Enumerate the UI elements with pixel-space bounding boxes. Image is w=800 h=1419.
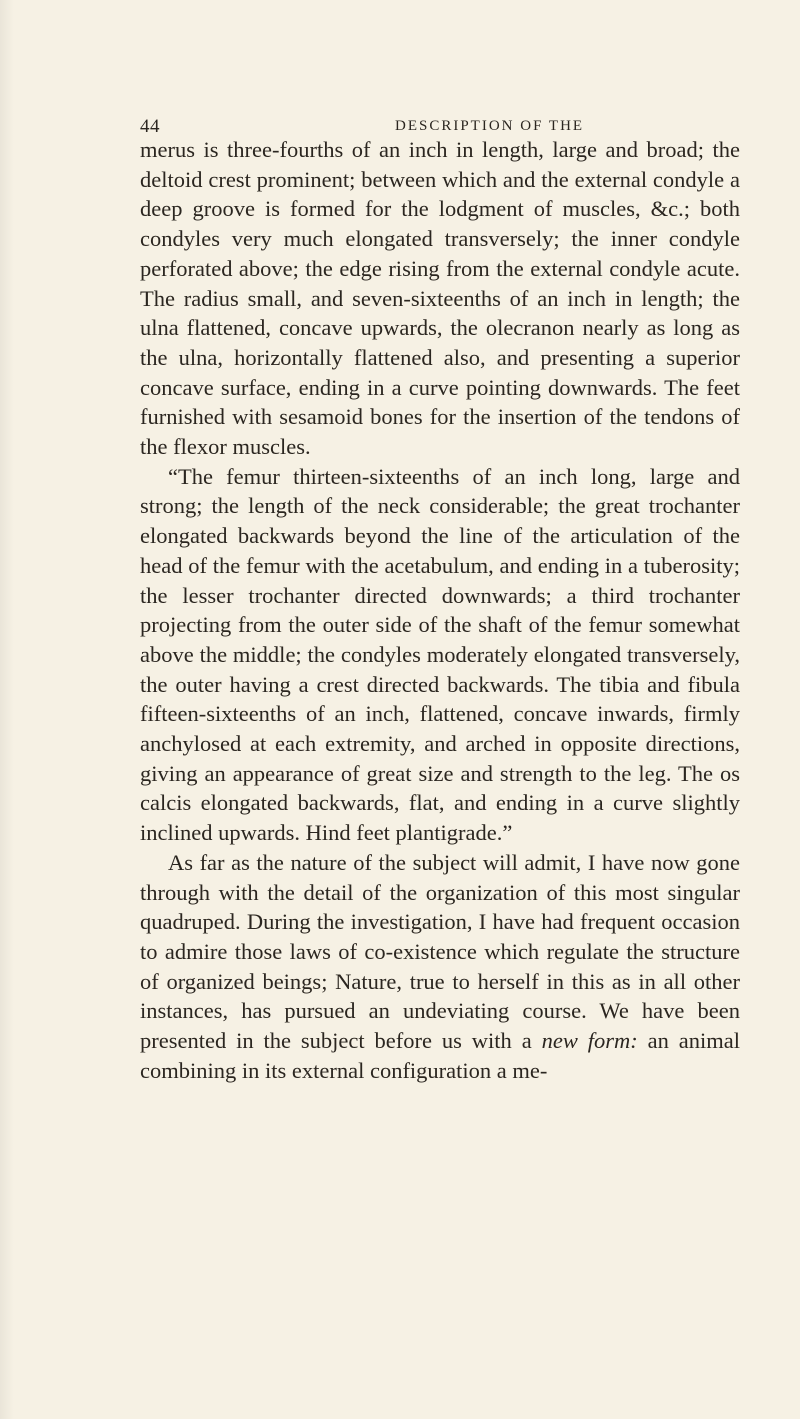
paragraph-femur-quote: “The femur thirteen-sixteenths of an inch long, large and strong; the length of the neck considerable; the great trochanter elongated backwards beyond the line of the articulation of the head of the femur with the acetabulum, and ending in a tuberosity; the lesser trochanter directed downwards; a third trochanter projecting from the outer side of the shaft of the femur somewhat above the middle; the condyles moderately elongated transversely, the outer having a crest directed backwards. The tibia and fibula fifteen-sixteenths of an inch, flattened, concave inwards, firmly anchylosed at each extremity, and arched in opposite directions, giving an appearance of great size and strength to the leg. The os calcis elongated backwards, flat, and ending in a curve slightly inclined upwards. Hind feet plantigrade.”	[140, 463, 740, 846]
body-text	[140, 135, 740, 1086]
paragraph-conclusion	[140, 848, 740, 1086]
emphasis-new-form: new form:	[541, 1028, 638, 1054]
running-head: DESCRIPTION OF THE	[395, 118, 585, 134]
page-number: 44	[140, 116, 160, 137]
paragraph-humerus: merus is three-fourths of an inch in length, large and broad; the deltoid crest prominent; between which and the external condyle a deep groove is formed for the lodgment of muscles, &c.; both condyles very much elongated transversely; the inner condyle perforated above; the edge rising from the external condyle acute. The radius small, and seven-sixteenths of an inch in length; the ulna flattened, concave upwards, the olecranon nearly as long as the ulna, horizontally flattened also, and presenting a superior concave surface, ending in a curve pointing downwards. The feet furnished with sesamoid bones for the insertion of the tendons of the flexor muscles.	[140, 137, 740, 460]
paragraph-conclusion-start: As far as the nature of the subject will admit, I have now gone through with the detail of the organization of this most singular quadruped. During the investigation, I have had frequent occasion to admire those laws of co-existence which regulate the structure of organized beings; Nature, true to herself in this as in all other instances, has pursued an undeviating course. We have been presented in the subject before us with a	[140, 849, 740, 1054]
paragraph-conclusion-end: an animal combining in its external configuration a me-	[140, 1028, 740, 1083]
